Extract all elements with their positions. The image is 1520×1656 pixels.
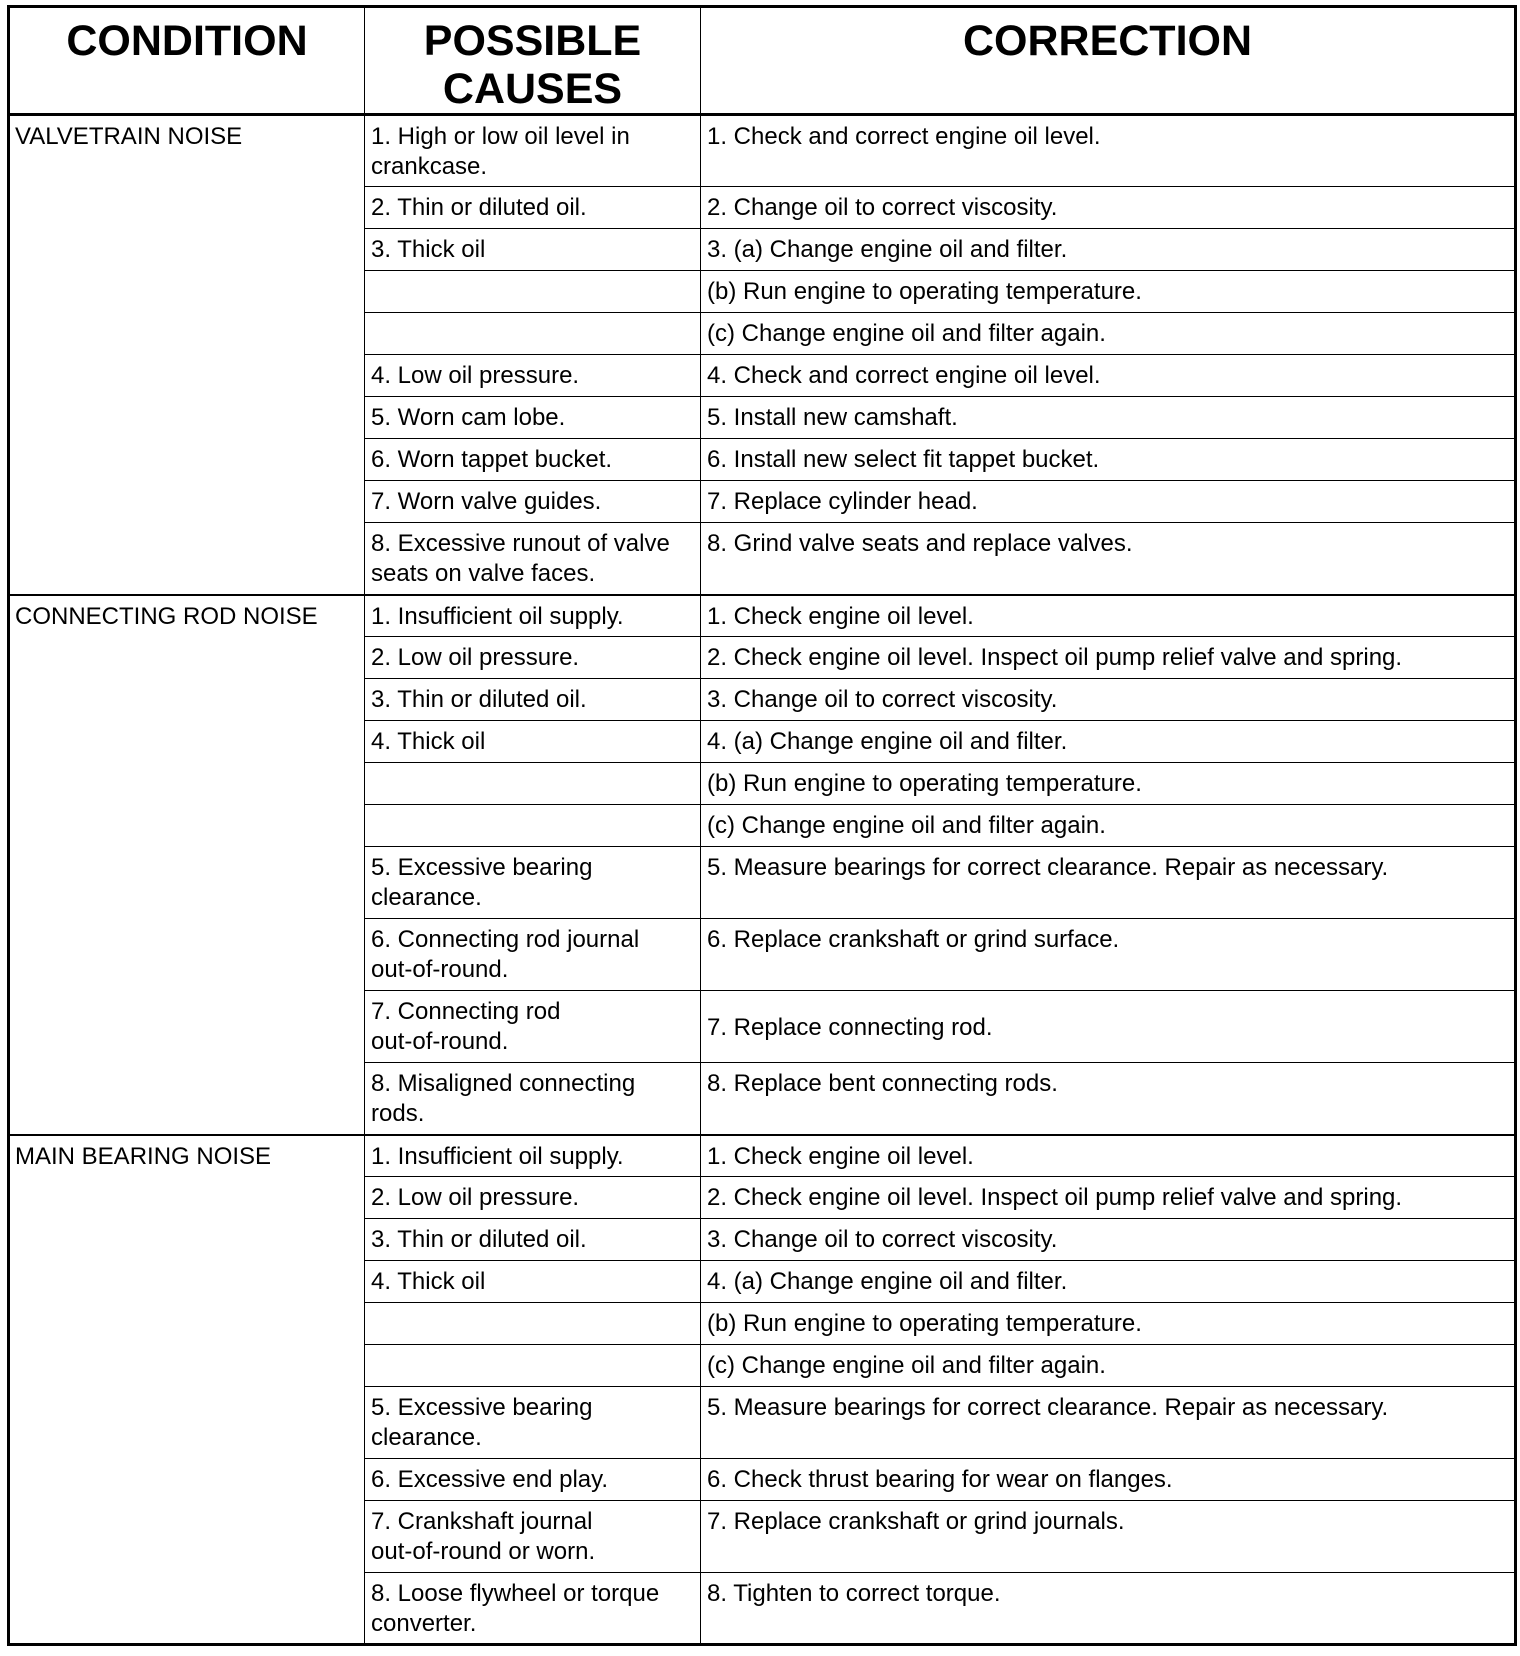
correction-text: 8. Tighten to correct torque.	[707, 1580, 1001, 1607]
correction-text: 6. Replace crankshaft or grind surface.	[707, 926, 1120, 953]
condition-label: MAIN BEARING NOISE	[15, 1142, 272, 1170]
cause-cell	[365, 355, 701, 397]
cause-cell	[365, 763, 701, 805]
correction-cell	[701, 1219, 1516, 1261]
correction-cell	[701, 115, 1516, 187]
cause-cell	[365, 271, 701, 313]
cause-cell	[365, 1501, 701, 1573]
correction-text: 7. Replace connecting rod.	[707, 1013, 993, 1041]
diagnosis-chart	[7, 5, 1514, 1646]
cause-cell	[365, 1063, 701, 1135]
cause-text: 2. Low oil pressure.	[371, 644, 580, 671]
cause-cell	[365, 721, 701, 763]
correction-cell	[701, 397, 1516, 439]
header-correction: CORRECTION	[701, 7, 1516, 115]
cause-text: 5. Excessive bearing clearance.	[371, 854, 593, 911]
cause-text: 6. Worn tappet bucket.	[371, 446, 613, 473]
cause-text: 4. Thick oil	[371, 1268, 486, 1295]
correction-text: 2. Check engine oil level. Inspect oil pump relief valve and spring.	[707, 644, 1403, 671]
condition-cell	[9, 115, 365, 595]
cause-text: 8. Loose flywheel or torque converter.	[371, 1580, 660, 1637]
correction-text: (c) Change engine oil and filter again.	[707, 812, 1106, 839]
header-row	[9, 7, 1516, 115]
correction-cell	[701, 1459, 1516, 1501]
correction-text: (b) Run engine to operating temperature.	[707, 770, 1142, 797]
cause-cell	[365, 1459, 701, 1501]
cause-text: 1. High or low oil level in crankcase.	[371, 123, 630, 180]
condition-label: VALVETRAIN NOISE	[15, 123, 243, 150]
correction-text: (c) Change engine oil and filter again.	[707, 1352, 1106, 1379]
correction-cell	[701, 805, 1516, 847]
correction-cell	[701, 313, 1516, 355]
table-row	[9, 595, 1516, 637]
correction-text: 5. Install new camshaft.	[707, 404, 958, 431]
condition-cell	[9, 1135, 365, 1645]
table-row	[9, 1135, 1516, 1177]
cause-text: 5. Excessive bearing clearance.	[371, 1394, 593, 1451]
diagnosis-table	[7, 5, 1517, 1646]
correction-cell	[701, 1303, 1516, 1345]
correction-cell	[701, 523, 1516, 595]
correction-cell	[701, 355, 1516, 397]
cause-text: 7. Crankshaft journal out-of-round or worn.	[371, 1508, 596, 1565]
correction-text: 8. Replace bent connecting rods.	[707, 1070, 1058, 1097]
cause-text: 4. Thick oil	[371, 728, 486, 755]
correction-text: 3. Change oil to correct viscosity.	[707, 1226, 1058, 1253]
correction-text: 8. Grind valve seats and replace valves.	[707, 530, 1133, 557]
correction-text: 6. Check thrust bearing for wear on flanges.	[707, 1466, 1173, 1493]
correction-cell	[701, 1501, 1516, 1573]
correction-cell	[701, 721, 1516, 763]
correction-cell	[701, 1177, 1516, 1219]
correction-text: 4. (a) Change engine oil and filter.	[707, 1268, 1068, 1295]
correction-text: 4. Check and correct engine oil level.	[707, 362, 1101, 389]
cause-cell	[365, 919, 701, 991]
correction-text: 7. Replace cylinder head.	[707, 488, 978, 515]
correction-cell	[701, 919, 1516, 991]
cause-cell	[365, 1261, 701, 1303]
correction-cell	[701, 1345, 1516, 1387]
header-possible-causes: POSSIBLE CAUSES	[365, 7, 701, 115]
cause-text: 8. Misaligned connecting rods.	[371, 1070, 636, 1127]
diagnosis-table-body	[9, 115, 1516, 1645]
cause-text: 3. Thin or diluted oil.	[371, 1226, 587, 1253]
cause-cell	[365, 397, 701, 439]
cause-text: 3. Thick oil	[371, 236, 486, 263]
cause-text: 7. Worn valve guides.	[371, 488, 602, 515]
cause-cell	[365, 1573, 701, 1645]
cause-cell	[365, 229, 701, 271]
correction-cell	[701, 679, 1516, 721]
correction-cell	[701, 187, 1516, 229]
correction-text: 3. Change oil to correct viscosity.	[707, 686, 1058, 713]
correction-text: 1. Check and correct engine oil level.	[707, 123, 1101, 150]
correction-cell	[701, 991, 1516, 1063]
cause-cell	[365, 637, 701, 679]
correction-text: 4. (a) Change engine oil and filter.	[707, 728, 1068, 755]
correction-text: 1. Check engine oil level.	[707, 602, 974, 630]
correction-text: 2. Change oil to correct viscosity.	[707, 194, 1058, 221]
cause-cell	[365, 595, 701, 637]
cause-cell	[365, 1303, 701, 1345]
correction-text: 1. Check engine oil level.	[707, 1142, 974, 1170]
correction-cell	[701, 595, 1516, 637]
cause-text: 1. Insufficient oil supply.	[371, 602, 624, 630]
table-row	[9, 115, 1516, 187]
correction-cell	[701, 439, 1516, 481]
correction-cell	[701, 481, 1516, 523]
cause-text: 4. Low oil pressure.	[371, 362, 580, 389]
cause-cell	[365, 847, 701, 919]
cause-text: 8. Excessive runout of valve seats on valve faces.	[371, 530, 670, 587]
correction-text: (c) Change engine oil and filter again.	[707, 320, 1106, 347]
cause-cell	[365, 481, 701, 523]
cause-text: 5. Worn cam lobe.	[371, 404, 566, 431]
correction-text: 7. Replace crankshaft or grind journals.	[707, 1508, 1125, 1535]
correction-text: (b) Run engine to operating temperature.	[707, 1310, 1142, 1337]
cause-cell	[365, 1177, 701, 1219]
correction-cell	[701, 847, 1516, 919]
cause-cell	[365, 1135, 701, 1177]
correction-text: 6. Install new select fit tappet bucket.	[707, 446, 1100, 473]
cause-cell	[365, 679, 701, 721]
correction-cell	[701, 1135, 1516, 1177]
cause-cell	[365, 187, 701, 229]
correction-cell	[701, 1573, 1516, 1645]
cause-cell	[365, 115, 701, 187]
correction-text: 3. (a) Change engine oil and filter.	[707, 236, 1068, 263]
cause-cell	[365, 991, 701, 1063]
condition-label: CONNECTING ROD NOISE	[15, 602, 318, 630]
cause-cell	[365, 1387, 701, 1459]
correction-cell	[701, 1387, 1516, 1459]
cause-cell	[365, 805, 701, 847]
cause-cell	[365, 439, 701, 481]
cause-cell	[365, 523, 701, 595]
correction-text: 5. Measure bearings for correct clearance. Repair as necessary.	[707, 854, 1389, 881]
correction-cell	[701, 637, 1516, 679]
cause-text: 3. Thin or diluted oil.	[371, 686, 587, 713]
correction-text: (b) Run engine to operating temperature.	[707, 278, 1142, 305]
correction-cell	[701, 229, 1516, 271]
condition-cell	[9, 595, 365, 1135]
cause-cell	[365, 1219, 701, 1261]
cause-text: 1. Insufficient oil supply.	[371, 1142, 624, 1170]
cause-text: 2. Low oil pressure.	[371, 1184, 580, 1211]
cause-text: 6. Connecting rod journal out-of-round.	[371, 926, 640, 983]
correction-cell	[701, 1063, 1516, 1135]
correction-cell	[701, 1261, 1516, 1303]
correction-text: 5. Measure bearings for correct clearance. Repair as necessary.	[707, 1394, 1389, 1421]
cause-text: 2. Thin or diluted oil.	[371, 194, 587, 221]
header-condition: CONDITION	[9, 7, 365, 115]
correction-cell	[701, 763, 1516, 805]
cause-text: 7. Connecting rod out-of-round.	[371, 998, 561, 1055]
correction-text: 2. Check engine oil level. Inspect oil pump relief valve and spring.	[707, 1184, 1403, 1211]
cause-text: 6. Excessive end play.	[371, 1466, 609, 1493]
cause-cell	[365, 1345, 701, 1387]
cause-cell	[365, 313, 701, 355]
correction-cell	[701, 271, 1516, 313]
